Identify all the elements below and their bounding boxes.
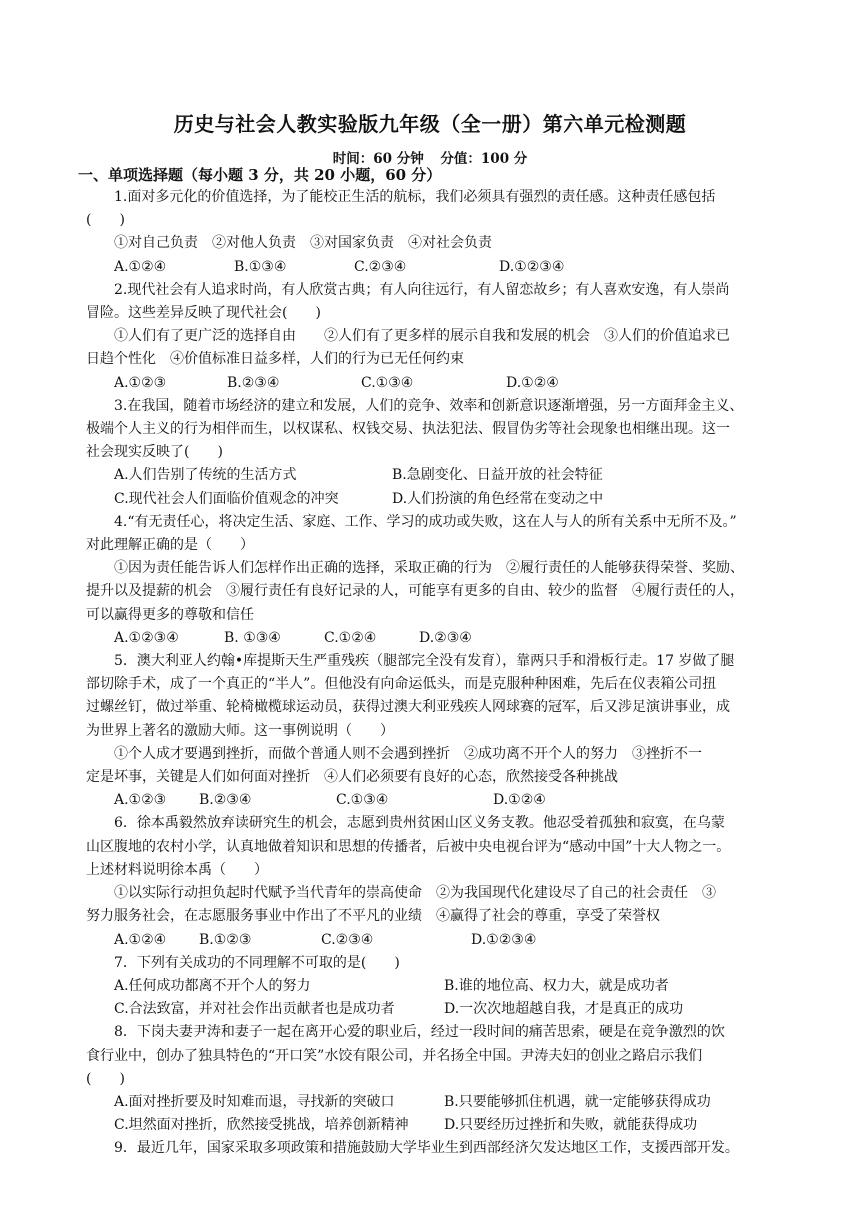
question-stem-line: 8．下岗夫妻尹涛和妻子一起在离开心爱的职业后，经过一段时间的痛苦思索，硬是在竞争激烈的饮: [114, 1024, 725, 1041]
option-b: B.①②③: [199, 931, 252, 948]
question-stem-line: 9．最近几年，国家采取多项政策和措施鼓励大学毕业生到西部经济欠发达地区工作，支援西部开发。: [114, 1140, 739, 1157]
option-d: D.人们扮演的角色经常在变动之中: [392, 490, 604, 507]
question-stem-line: 6．徐本禹毅然放弃读研究生的机会，志愿到贵州贫困山区义务支教。他忍受着孤独和寂寞，在乌蒙: [114, 815, 725, 832]
option-a: A.①②③: [114, 374, 167, 391]
document-body: [78, 164, 778, 1161]
option-c: C.①②④: [324, 629, 377, 646]
question-stem-line: 冒险。这些差异反映了现代社会( ): [86, 305, 321, 322]
option-a: A.面对挫折要及时知难而退，寻找新的突破口: [114, 1093, 395, 1110]
question-stem-line: 2.现代社会有人追求时尚，有人欣赏古典；有人向往远行，有人留恋故乡；有人喜欢安逸，有人崇尚: [114, 281, 730, 298]
answer-options: [86, 789, 778, 812]
question-stem-line: ( ): [86, 1070, 125, 1087]
question-stem-line: 对此理解正确的是（ ）: [86, 537, 254, 554]
question-item-line: ①人们有了更广泛的选择自由 ②人们有了更多样的展示自我和发展的机会 ③人们的价值追求已: [114, 328, 730, 345]
option-a: A.任何成功都离不开个人的努力: [114, 977, 311, 994]
answer-options: [86, 998, 778, 1021]
option-b: B.急剧变化、日益开放的社会特征: [392, 467, 603, 484]
question-8: [86, 1021, 778, 1137]
answer-options: [86, 1091, 778, 1114]
answer-options: [86, 464, 778, 487]
option-a: A.①②④: [114, 931, 167, 948]
question-stem-line: 食行业中，创办了独具特色的“开口笑”水饺有限公司，并名扬全中国。尹涛夫妇的创业之路启示我们: [86, 1047, 703, 1064]
question-stem-line: 4.“有无责任心，将决定生活、家庭、工作、学习的成功或失败，这在人与人的所有关系中无所不及。”: [114, 513, 737, 530]
option-d: D.只要经历过挫折和失败，就能获得成功: [444, 1117, 698, 1134]
option-c: C.合法致富，并对社会作出贡献者也是成功者: [114, 1001, 395, 1018]
option-a: A.①②③: [114, 792, 167, 809]
answer-options: [86, 929, 778, 952]
question-item-line: 努力服务社会，在志愿服务事业中作出了不平凡的业绩 ④赢得了社会的尊重，享受了荣誉权: [86, 908, 660, 925]
option-c: C.现代社会人们面临价值观念的冲突: [114, 490, 339, 507]
question-stem-line: ( ): [86, 212, 125, 229]
question-stem-line: 上述材料说明徐本禹（ ）: [86, 861, 268, 878]
answer-options: [86, 372, 778, 395]
answer-options: [86, 488, 778, 511]
question-7: [86, 952, 778, 1022]
question-item-line: 日趋个性化 ④价值标准日益多样，人们的行为已无任何约束: [86, 351, 464, 368]
question-item-line: ①以实际行动担负起时代赋予当代青年的崇高使命 ②为我国现代化建设尽了自己的社会责任 ③: [114, 885, 716, 902]
question-6: [86, 812, 778, 951]
question-stem-line: 3.在我国，随着市场经济的建立和发展，人们的竞争、效率和创新意识逐渐增强，另一方面拜金主义、: [114, 397, 744, 414]
option-c: C.①③④: [361, 374, 414, 391]
option-c: C.②③④: [321, 931, 374, 948]
option-b: B.②③④: [227, 374, 280, 391]
option-b: B.只要能够抓住机遇，就一定能够获得成功: [444, 1093, 711, 1110]
option-b: B.②③④: [199, 792, 252, 809]
question-item-line: 提升以及提薪的机会 ③履行责任有良好记录的人，可能享有更多的自由、较少的监督 ④履行责任的人，: [86, 583, 744, 600]
question-stem-line: 过螺丝钉，做过举重、轮椅橄榄球运动员，获得过澳大利亚残疾人网球赛的冠军，后又涉足演讲事业，成: [86, 699, 730, 716]
option-a: A.人们告别了传统的生活方式: [114, 467, 297, 484]
question-item-line: 可以赢得更多的尊敬和信任: [86, 606, 254, 623]
option-d: D.①②③④: [471, 931, 537, 948]
question-5: [86, 650, 778, 812]
answer-options: [86, 627, 778, 650]
option-d: D.一次次地超越自我，才是真正的成功: [444, 1001, 684, 1018]
question-stem-line: 山区腹地的农村小学，认真地做着知识和思想的传播者，后被中央电视台评为“感动中国”十大人物之一。: [86, 838, 731, 855]
question-stem-line: 极端个人主义的行为相伴而生，以权谋私、权钱交易、执法犯法、假冒伪劣等社会现象也相继出现。这一: [86, 421, 730, 438]
question-9: [86, 1137, 778, 1160]
option-b: B.①③④: [234, 258, 287, 275]
question-item-line: ①对自己负责 ②对他人负责 ③对国家负责 ④对社会负责: [114, 235, 492, 252]
answer-options: [86, 1114, 778, 1137]
answer-options: [86, 256, 778, 279]
option-a: A.①②④: [114, 258, 167, 275]
exam-score: 分值：100 分: [440, 151, 528, 167]
option-b: B.谁的地位高、权力大，就是成功者: [444, 977, 669, 994]
question-4: [86, 511, 778, 650]
option-d: D.①②④: [506, 374, 559, 391]
question-stem-line: 7．下列有关成功的不同理解不可取的是( ): [114, 954, 400, 971]
option-c: C.坦然面对挫折，欣然接受挑战，培养创新精神: [114, 1117, 409, 1134]
question-stem-line: 为世界上著名的激励大师。这一事例说明（ ）: [86, 722, 394, 739]
question-stem-line: 社会现实反映了( ): [86, 444, 223, 461]
document-title: 历史与社会人教实验版九年级（全一册）第六单元检测题: [173, 112, 687, 136]
question-2: [86, 279, 778, 395]
option-c: C.②③④: [354, 258, 407, 275]
exam-time: 时间：60 分钟: [332, 151, 424, 167]
question-3: [86, 395, 778, 511]
question-stem-line: 5．澳大利亚人约翰•库提斯天生严重残疾（腿部完全没有发育），靠两只手和滑板行走。17 岁做了腿: [114, 653, 735, 670]
question-item-line: ①因为责任能告诉人们怎样作出正确的选择，采取正确的行为 ②履行责任的人能够获得荣誉、奖励、: [114, 560, 744, 577]
question-item-line: ①个人成才要遇到挫折，而做个普通人则不会遇到挫折 ②成功离不开个人的努力 ③挫折不一: [114, 745, 702, 762]
option-b: B. ①③④: [224, 629, 281, 646]
section-heading: 一、单项选择题（每小题 3 分，共 20 小题，60 分）: [78, 166, 442, 184]
option-d: D.①②④: [493, 792, 546, 809]
option-c: C.①③④: [336, 792, 389, 809]
question-item-line: 定是坏事，关键是人们如何面对挫折 ④人们必须要有良好的心态，欣然接受各种挑战: [86, 769, 618, 786]
option-d: D.②③④: [419, 629, 472, 646]
option-d: D.①②③④: [499, 258, 565, 275]
option-a: A.①②③④: [114, 629, 179, 646]
question-1: [86, 186, 778, 279]
answer-options: [86, 975, 778, 998]
question-stem-line: 1.面对多元化的价值选择，为了能校正生活的航标，我们必须具有强烈的责任感。这种责任感包括: [114, 189, 716, 205]
question-stem-line: 部切除手术，成了一个真正的“半人”。但他没有向命运低头，而是克服种种困难，先后在仪表箱公司扭: [86, 676, 717, 693]
